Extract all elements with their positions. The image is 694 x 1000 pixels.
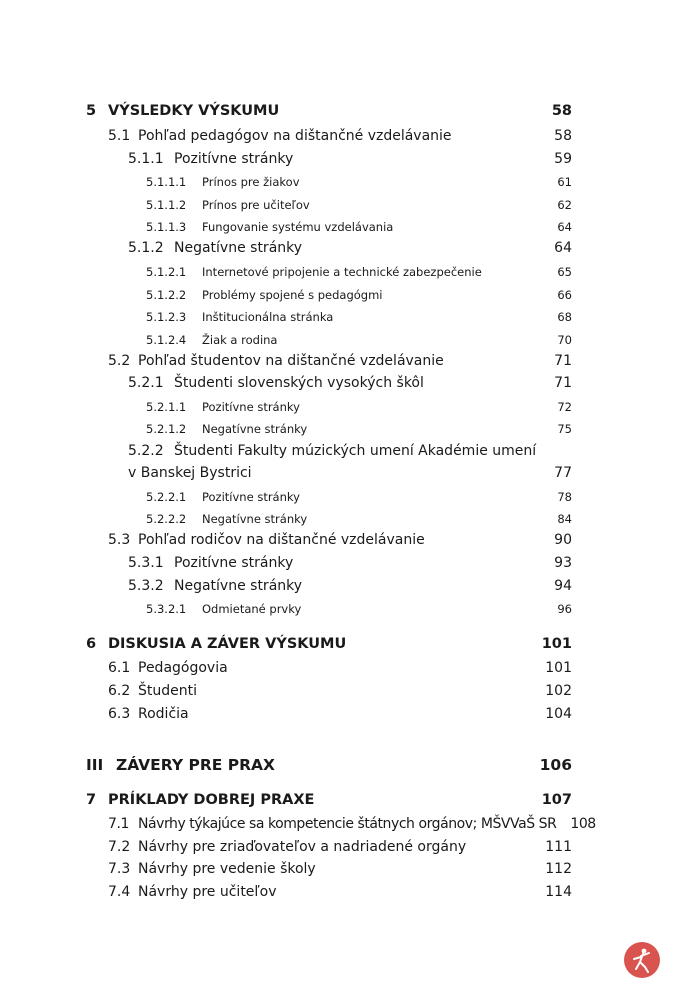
toc-entry[interactable]: 5.2 Pohľad študentov na dištančné vzdelávanie 71 <box>108 353 572 369</box>
toc-entry[interactable]: 6.2 Študenti 102 <box>108 683 572 699</box>
toc-entry[interactable]: 6 DISKUSIA A ZÁVER VÝSKUMU 101 <box>86 636 572 652</box>
toc-entry[interactable]: 7.4 Návrhy pre učiteľov 114 <box>108 884 572 900</box>
toc-entry[interactable]: 5.2.1 Študenti slovenských vysokých škôl 71 <box>128 375 572 391</box>
toc-entry[interactable]: 5.1.2.1 Internetové pripojenie a technické zabezpečenie 65 <box>146 265 572 279</box>
toc-entry-wrapped[interactable]: 5.2.2 Študenti Fakulty múzických umení Akadémie umení <box>128 443 537 459</box>
toc-entry[interactable]: 5.1.2.4 Žiak a rodina 70 <box>146 333 572 347</box>
toc-entry[interactable]: 5.3.2 Negatívne stránky 94 <box>128 578 572 594</box>
toc-entry[interactable]: 5.1.2.2 Problémy spojené s pedagógmi 66 <box>146 288 572 302</box>
toc-entry[interactable]: 5 VÝSLEDKY VÝSKUMU 58 <box>86 103 572 119</box>
toc-entry[interactable]: 5.2.1.1 Pozitívne stránky 72 <box>146 400 572 414</box>
toc-entry[interactable]: 5.1.1 Pozitívne stránky 59 <box>128 151 572 167</box>
toc-entry[interactable]: 5.1.2 Negatívne stránky 64 <box>128 240 572 256</box>
publisher-logo-icon <box>624 942 660 978</box>
dancer-icon <box>624 942 660 978</box>
toc-entry[interactable]: 5.3 Pohľad rodičov na dištančné vzdelávanie 90 <box>108 532 572 548</box>
toc-entry[interactable]: 5.1.2.3 Inštitucionálna stránka 68 <box>146 310 572 324</box>
toc-entry[interactable]: 7.2 Návrhy pre zriaďovateľov a nadriadené orgány 111 <box>108 839 572 855</box>
toc-entry[interactable]: 7.1 Návrhy týkajúce sa kompetencie štátnych orgánov; MŠVVaŠ SR 108 <box>108 816 596 832</box>
toc-entry[interactable]: 6.3 Rodičia 104 <box>108 706 572 722</box>
toc-entry[interactable]: 6.1 Pedagógovia 101 <box>108 660 572 676</box>
toc-entry[interactable]: III ZÁVERY PRE PRAX 106 <box>86 756 572 774</box>
toc-entry[interactable]: 5.1.1.2 Prínos pre učiteľov 62 <box>146 198 572 212</box>
toc-entry[interactable]: 5.3.2.1 Odmietané prvky 96 <box>146 602 572 616</box>
toc-entry[interactable]: 7 PRÍKLADY DOBREJ PRAXE 107 <box>86 792 572 808</box>
toc-entry[interactable]: 5.1 Pohľad pedagógov na dištančné vzdelávanie 58 <box>108 128 572 144</box>
toc-entry-continuation[interactable]: v Banskej Bystrici 77 <box>128 465 572 481</box>
toc-entry[interactable]: 5.1.1.3 Fungovanie systému vzdelávania 64 <box>146 220 572 234</box>
toc-entry[interactable]: 5.2.2.1 Pozitívne stránky 78 <box>146 490 572 504</box>
toc-entry[interactable]: 5.1.1.1 Prínos pre žiakov 61 <box>146 175 572 189</box>
toc-entry[interactable]: 7.3 Návrhy pre vedenie školy 112 <box>108 861 572 877</box>
toc-entry[interactable]: 5.2.2.2 Negatívne stránky 84 <box>146 512 572 526</box>
toc-entry[interactable]: 5.2.1.2 Negatívne stránky 75 <box>146 422 572 436</box>
toc-entry[interactable]: 5.3.1 Pozitívne stránky 93 <box>128 555 572 571</box>
